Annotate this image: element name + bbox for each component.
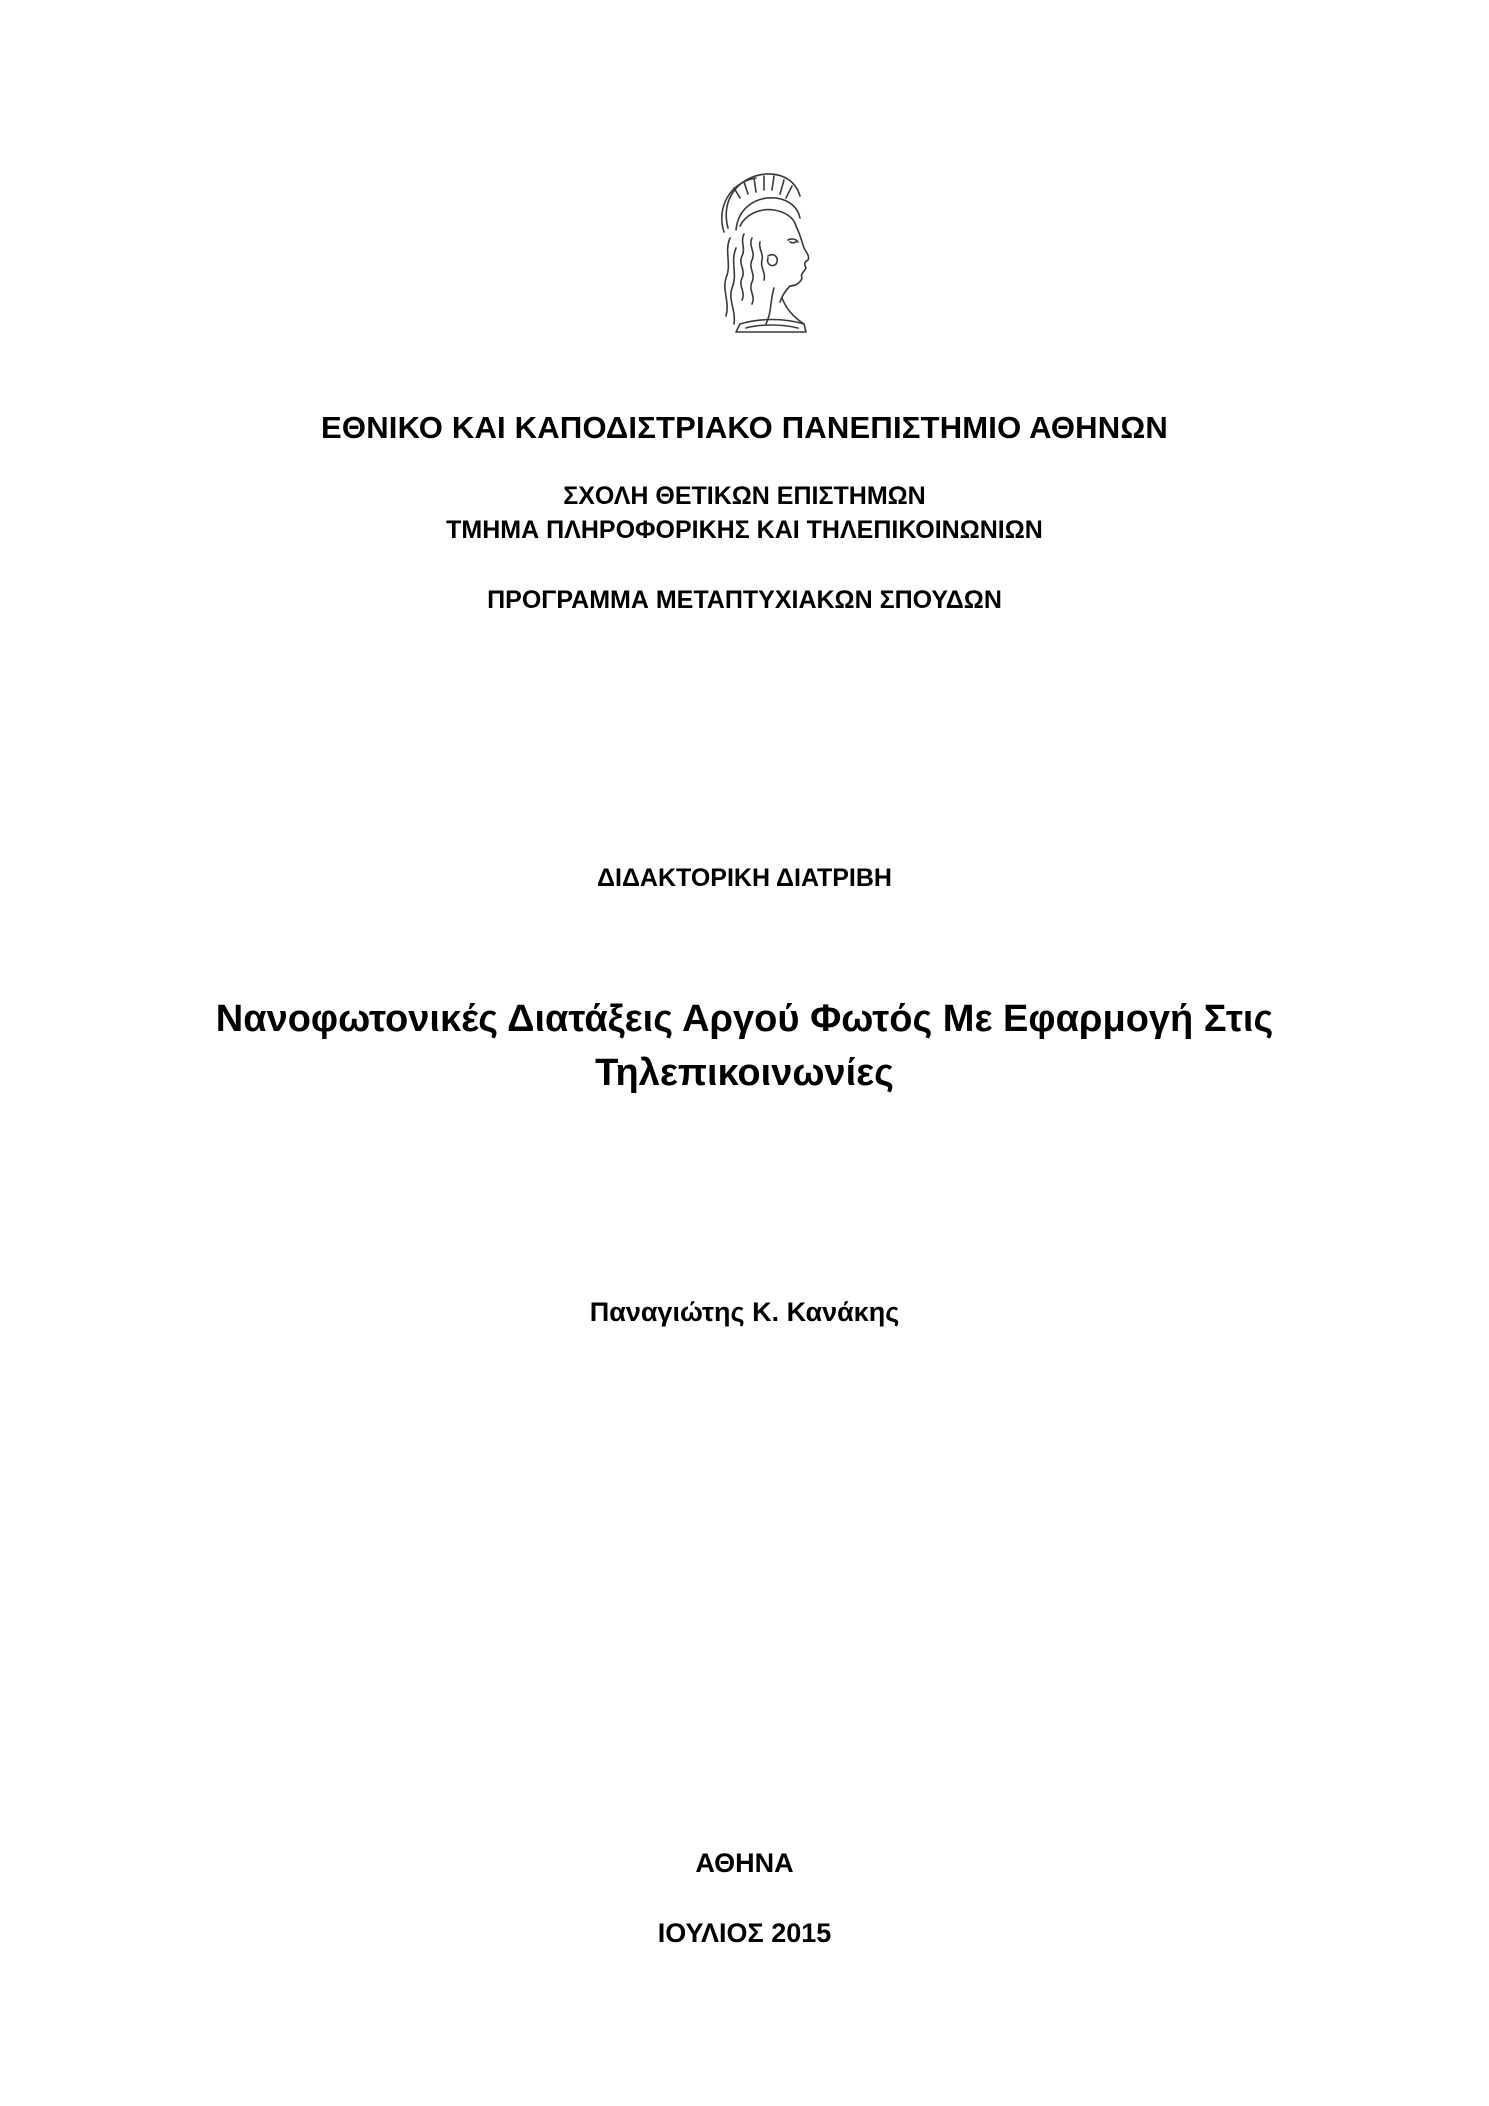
author-name: Παναγιώτης Κ. Κανάκης [589, 1297, 900, 1327]
program-name: ΠΡΟΓΡΑΜΜΑ ΜΕΤΑΠΤΥΧΙΑΚΩΝ ΣΠΟΥΔΩΝ [487, 586, 1002, 614]
thesis-title-line-1: Νανοφωτονικές Διατάξεις Αργού Φωτός Με Εφαρμογή Στις [215, 998, 1274, 1040]
city: ΑΘΗΝΑ [695, 1848, 794, 1878]
thesis-title-line-2: Τηλεπικοινωνίες [595, 1052, 894, 1094]
university-name: ΕΘΝΙΚΟ ΚΑΙ ΚΑΠΟΔΙΣΤΡΙΑΚΟ ΠΑΝΕΠΙΣΤΗΜΙΟ ΑΘΗΝΩΝ [321, 410, 1168, 445]
athena-head-emblem-icon [700, 168, 820, 336]
department-name: ΤΜΗΜΑ ΠΛΗΡΟΦΟΡΙΚΗΣ ΚΑΙ ΤΗΛΕΠΙΚΟΙΝΩΝΙΩΝ [446, 516, 1043, 544]
school-name: ΣΧΟΛΗ ΘΕΤΙΚΩΝ ΕΠΙΣΤΗΜΩΝ [563, 482, 926, 510]
date: ΙΟΥΛΙΟΣ 2015 [657, 1918, 832, 1948]
document-type: ΔΙΔΑΚΤΟΡΙΚΗ ΔΙΑΤΡΙΒΗ [597, 864, 892, 892]
